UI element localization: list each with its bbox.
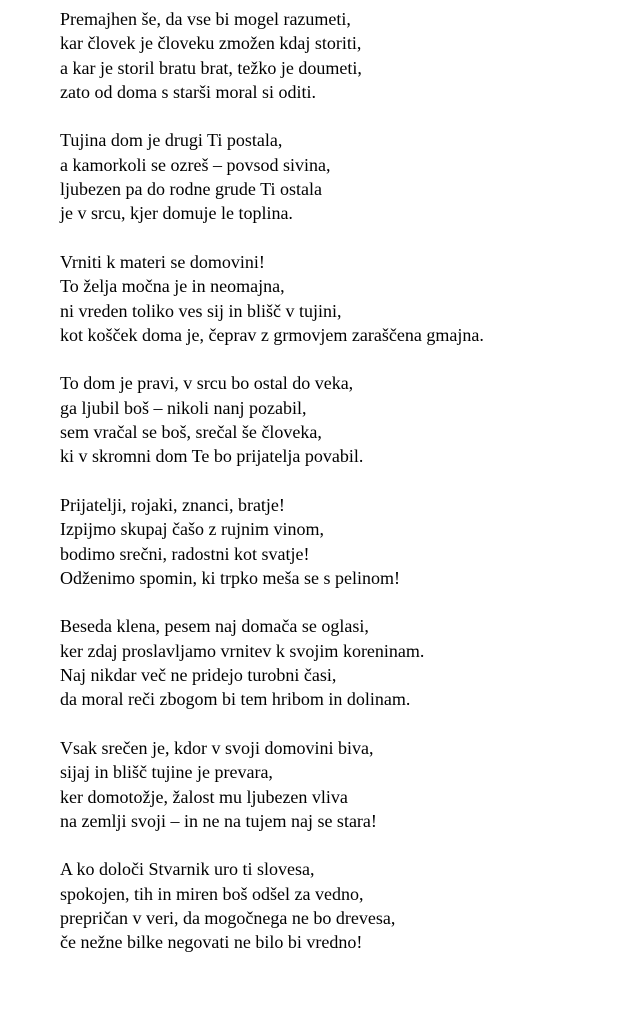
poem-line: je v srcu, kjer domuje le toplina.: [60, 203, 293, 224]
poem-line: ljubezen pa do rodne grude Ti ostala: [60, 179, 322, 200]
poem-line: Beseda klena, pesem naj domača se oglasi,: [60, 616, 369, 637]
poem-line: Vrniti k materi se domovini!: [60, 251, 265, 272]
stanza-6: [60, 614, 610, 711]
poem-line: da moral reči zbogom bi tem hribom in dolinam.: [60, 689, 411, 710]
stanza-8: [60, 857, 610, 954]
poem-line: Naj nikdar več ne pridejo turobni časi,: [60, 665, 337, 686]
poem-line: ki v skromni dom Te bo prijatelja povabil.: [60, 446, 364, 467]
poem-line: bodimo srečni, radostni kot svatje!: [60, 543, 310, 564]
poem-line: sijaj in blišč tujine je prevara,: [60, 762, 273, 783]
poem-line: zato od doma s starši moral si oditi.: [60, 81, 316, 102]
poem-line: ni vreden toliko ves sij in blišč v tujini,: [60, 300, 342, 321]
poem-line: Premajhen še, da vse bi mogel razumeti,: [60, 9, 351, 29]
poem-line: To želja močna je in neomajna,: [60, 276, 285, 297]
stanza-7: [60, 736, 610, 833]
poem-line: Odženimo spomin, ki trpko meša se s pelinom!: [60, 567, 400, 588]
poem-line: na zemlji svoji – in ne na tujem naj se stara!: [60, 810, 377, 831]
poem-line: Tujina dom je drugi Ti postala,: [60, 130, 283, 151]
poem-line: A ko določi Stvarnik uro ti slovesa,: [60, 859, 315, 880]
stanza-5: [60, 493, 610, 590]
poem-line: Vsak srečen je, kdor v svoji domovini biva,: [60, 737, 374, 758]
poem-line: a kar je storil bratu brat, težko je doumeti,: [60, 57, 362, 78]
poem-line: spokojen, tih in miren boš odšel za vedno,: [60, 883, 364, 904]
poem-line: ker domotožje, žalost mu ljubezen vliva: [60, 786, 348, 807]
poem-text: [60, 7, 610, 955]
poem-line: Prijatelji, rojaki, znanci, bratje!: [60, 494, 285, 515]
poem-line: To dom je pravi, v srcu bo ostal do veka,: [60, 373, 354, 394]
poem-line: kar človek je človeku zmožen kdaj storiti,: [60, 33, 362, 54]
stanza-4: [60, 371, 610, 468]
poem-line: kot košček doma je, čeprav z grmovjem zaraščena gmajna.: [60, 324, 484, 345]
poem-line: ga ljubil boš – nikoli nanj pozabil,: [60, 397, 307, 418]
poem-line: ker zdaj proslavljamo vrnitev k svojim koreninam.: [60, 640, 425, 661]
poem-line: prepričan v veri, da mogočnega ne bo drevesa,: [60, 907, 396, 928]
poem-line: sem vračal se boš, srečal še človeka,: [60, 422, 322, 443]
poem-line: če nežne bilke negovati ne bilo bi vredno!: [60, 932, 363, 953]
stanza-3: [60, 250, 610, 347]
poem-line: a kamorkoli se ozreš – povsod sivina,: [60, 154, 331, 175]
stanza-2: [60, 128, 610, 225]
poem-line: Izpijmo skupaj čašo z rujnim vinom,: [60, 519, 324, 540]
stanza-1: [60, 7, 610, 104]
